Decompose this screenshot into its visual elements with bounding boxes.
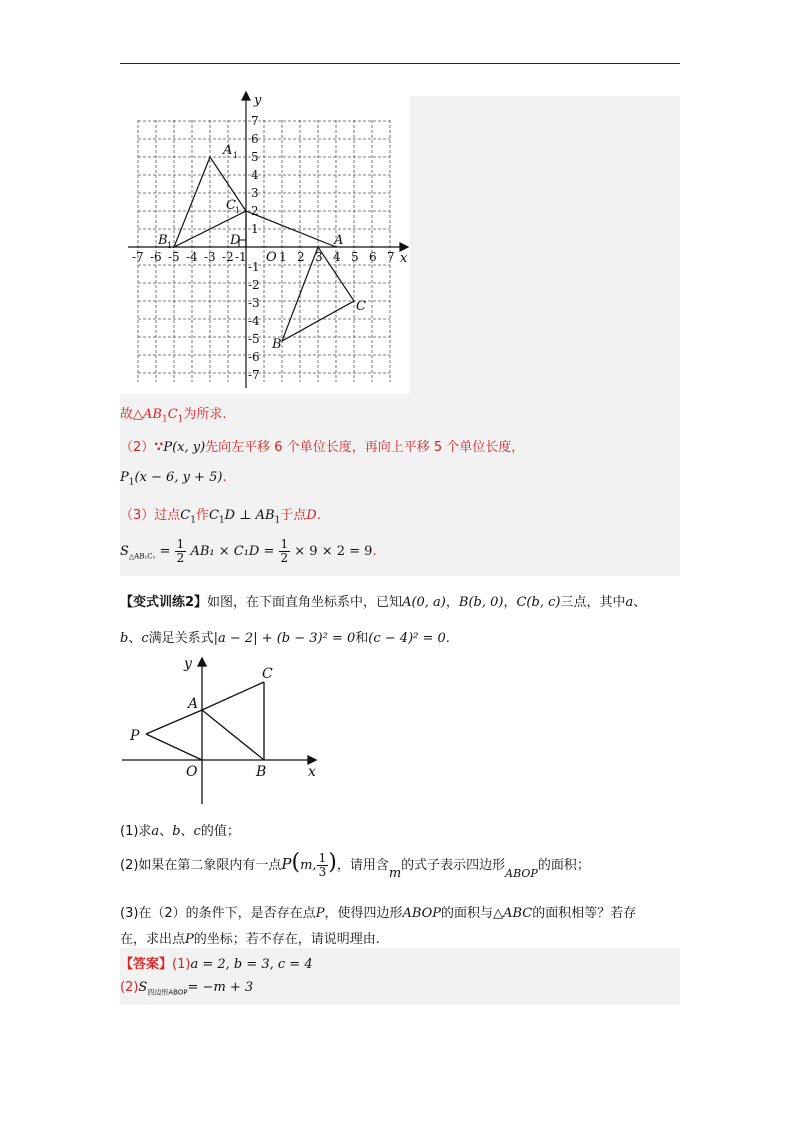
- y-tick: 1: [251, 222, 259, 236]
- x-tick: -1: [235, 250, 247, 264]
- label-D: D: [230, 233, 241, 248]
- answer-line-1: 【答案】(1)a = 2, b = 3, c = 4: [120, 957, 313, 972]
- x-tick: 7: [387, 250, 395, 264]
- y-tick: 6: [251, 132, 259, 146]
- y-tick: -2: [248, 278, 260, 292]
- solution-line-5: $S_{\triangle AB_1C_1}$ = $\frac{1}{2}$ AB₁ × C₁D = $\frac{1}{2}$ × 9 × 2 = 9.: [120, 537, 377, 565]
- x-tick: 1: [279, 250, 287, 264]
- x-tick: -3: [204, 250, 216, 264]
- y-tick: -3: [248, 296, 260, 310]
- problem-line-2: b、c满足关系式|a − 2| + (b − 3)² = 0和(c − 4)² = 0.: [120, 631, 450, 646]
- y-tick: -7: [248, 368, 260, 382]
- fig2-label-B: B: [256, 764, 267, 780]
- x-tick: 2: [297, 250, 305, 264]
- x-tick: -5: [168, 250, 180, 264]
- axes: [128, 92, 408, 388]
- x-tick: -6: [150, 250, 162, 264]
- figure-2-coordinate-plane: [120, 652, 330, 808]
- answer-line-2: $(2)S_{四边形ABOP}= -m + 3$: [120, 980, 254, 997]
- figure-1-coordinate-grid: [120, 90, 410, 390]
- axis-label-y: y: [254, 93, 262, 108]
- solution-line-4: （3）过点$C_1$作$C_1D$ ⊥ $AB_1$于点D.: [120, 508, 321, 526]
- solution-line-2: （2）∵P(x, y)先向左平移 6 个单位长度，再向上平移 5 个单位长度，: [120, 440, 525, 455]
- axis-label-x: x: [400, 251, 408, 266]
- y-tick: -6: [248, 350, 260, 364]
- label-A: A: [334, 233, 344, 248]
- origin-label: O: [266, 250, 277, 265]
- label-C: C: [356, 299, 366, 314]
- fig2-label-P: P: [130, 728, 140, 744]
- fig2-label-x: x: [308, 764, 316, 780]
- label-C1: C: [226, 198, 236, 213]
- y-tick: -4: [248, 314, 260, 328]
- label-B1: B: [158, 233, 168, 248]
- label-A1: A: [223, 143, 233, 158]
- question-3-line-1: (3)在（2）的条件下，是否存在点P，使得四边形ABOP的面积与△ABC的面积相等？若存: [120, 906, 637, 921]
- header-rule: [120, 63, 680, 64]
- label-C1-sub: 1: [235, 206, 241, 215]
- fig2-label-A: A: [188, 696, 199, 712]
- solution-shade-figure: [410, 96, 680, 394]
- y-tick: 4: [251, 168, 259, 182]
- x-tick: -7: [132, 250, 144, 264]
- solution-line-1: 故$\triangle AB_1C_1$为所求.: [120, 407, 227, 425]
- x-tick: 6: [369, 250, 377, 264]
- label-B1-sub: 1: [167, 241, 173, 250]
- x-tick: 4: [333, 250, 341, 264]
- x-tick: -2: [222, 250, 234, 264]
- y-tick: -1: [248, 260, 260, 274]
- fig2-label-C: C: [262, 666, 273, 682]
- question-2: (2)如果在第二象限内有一点P(m, $\frac{1}{3}$ )，请用含m的式子表示四边形$_{ABOP}$的面积；: [120, 850, 590, 881]
- y-tick: -5: [248, 332, 260, 346]
- y-tick: 2: [251, 204, 259, 218]
- fig2-label-y: y: [184, 656, 192, 672]
- question-3-line-2: 在，求出点P的坐标；若不存在，请说明理由.: [120, 932, 380, 947]
- x-tick: -4: [186, 250, 198, 264]
- y-tick: 5: [251, 150, 259, 164]
- label-B: B: [272, 337, 282, 352]
- y-tick: 7: [251, 114, 259, 128]
- label-A1-sub: 1: [233, 151, 239, 160]
- x-tick: 3: [315, 250, 323, 264]
- fig2-label-O: O: [186, 764, 198, 780]
- y-tick: 3: [251, 186, 259, 200]
- question-1: (1)求a、b、c的值；: [120, 824, 240, 839]
- x-tick: 5: [351, 250, 359, 264]
- problem-line-1: 【变式训练2】如图，在下面直角坐标系中，已知A(0, a)，B(b, 0)，C(b, c)三点，其中a、: [120, 595, 647, 610]
- solution-line-3: $P_1(x - 6$, y + 5).: [120, 470, 227, 488]
